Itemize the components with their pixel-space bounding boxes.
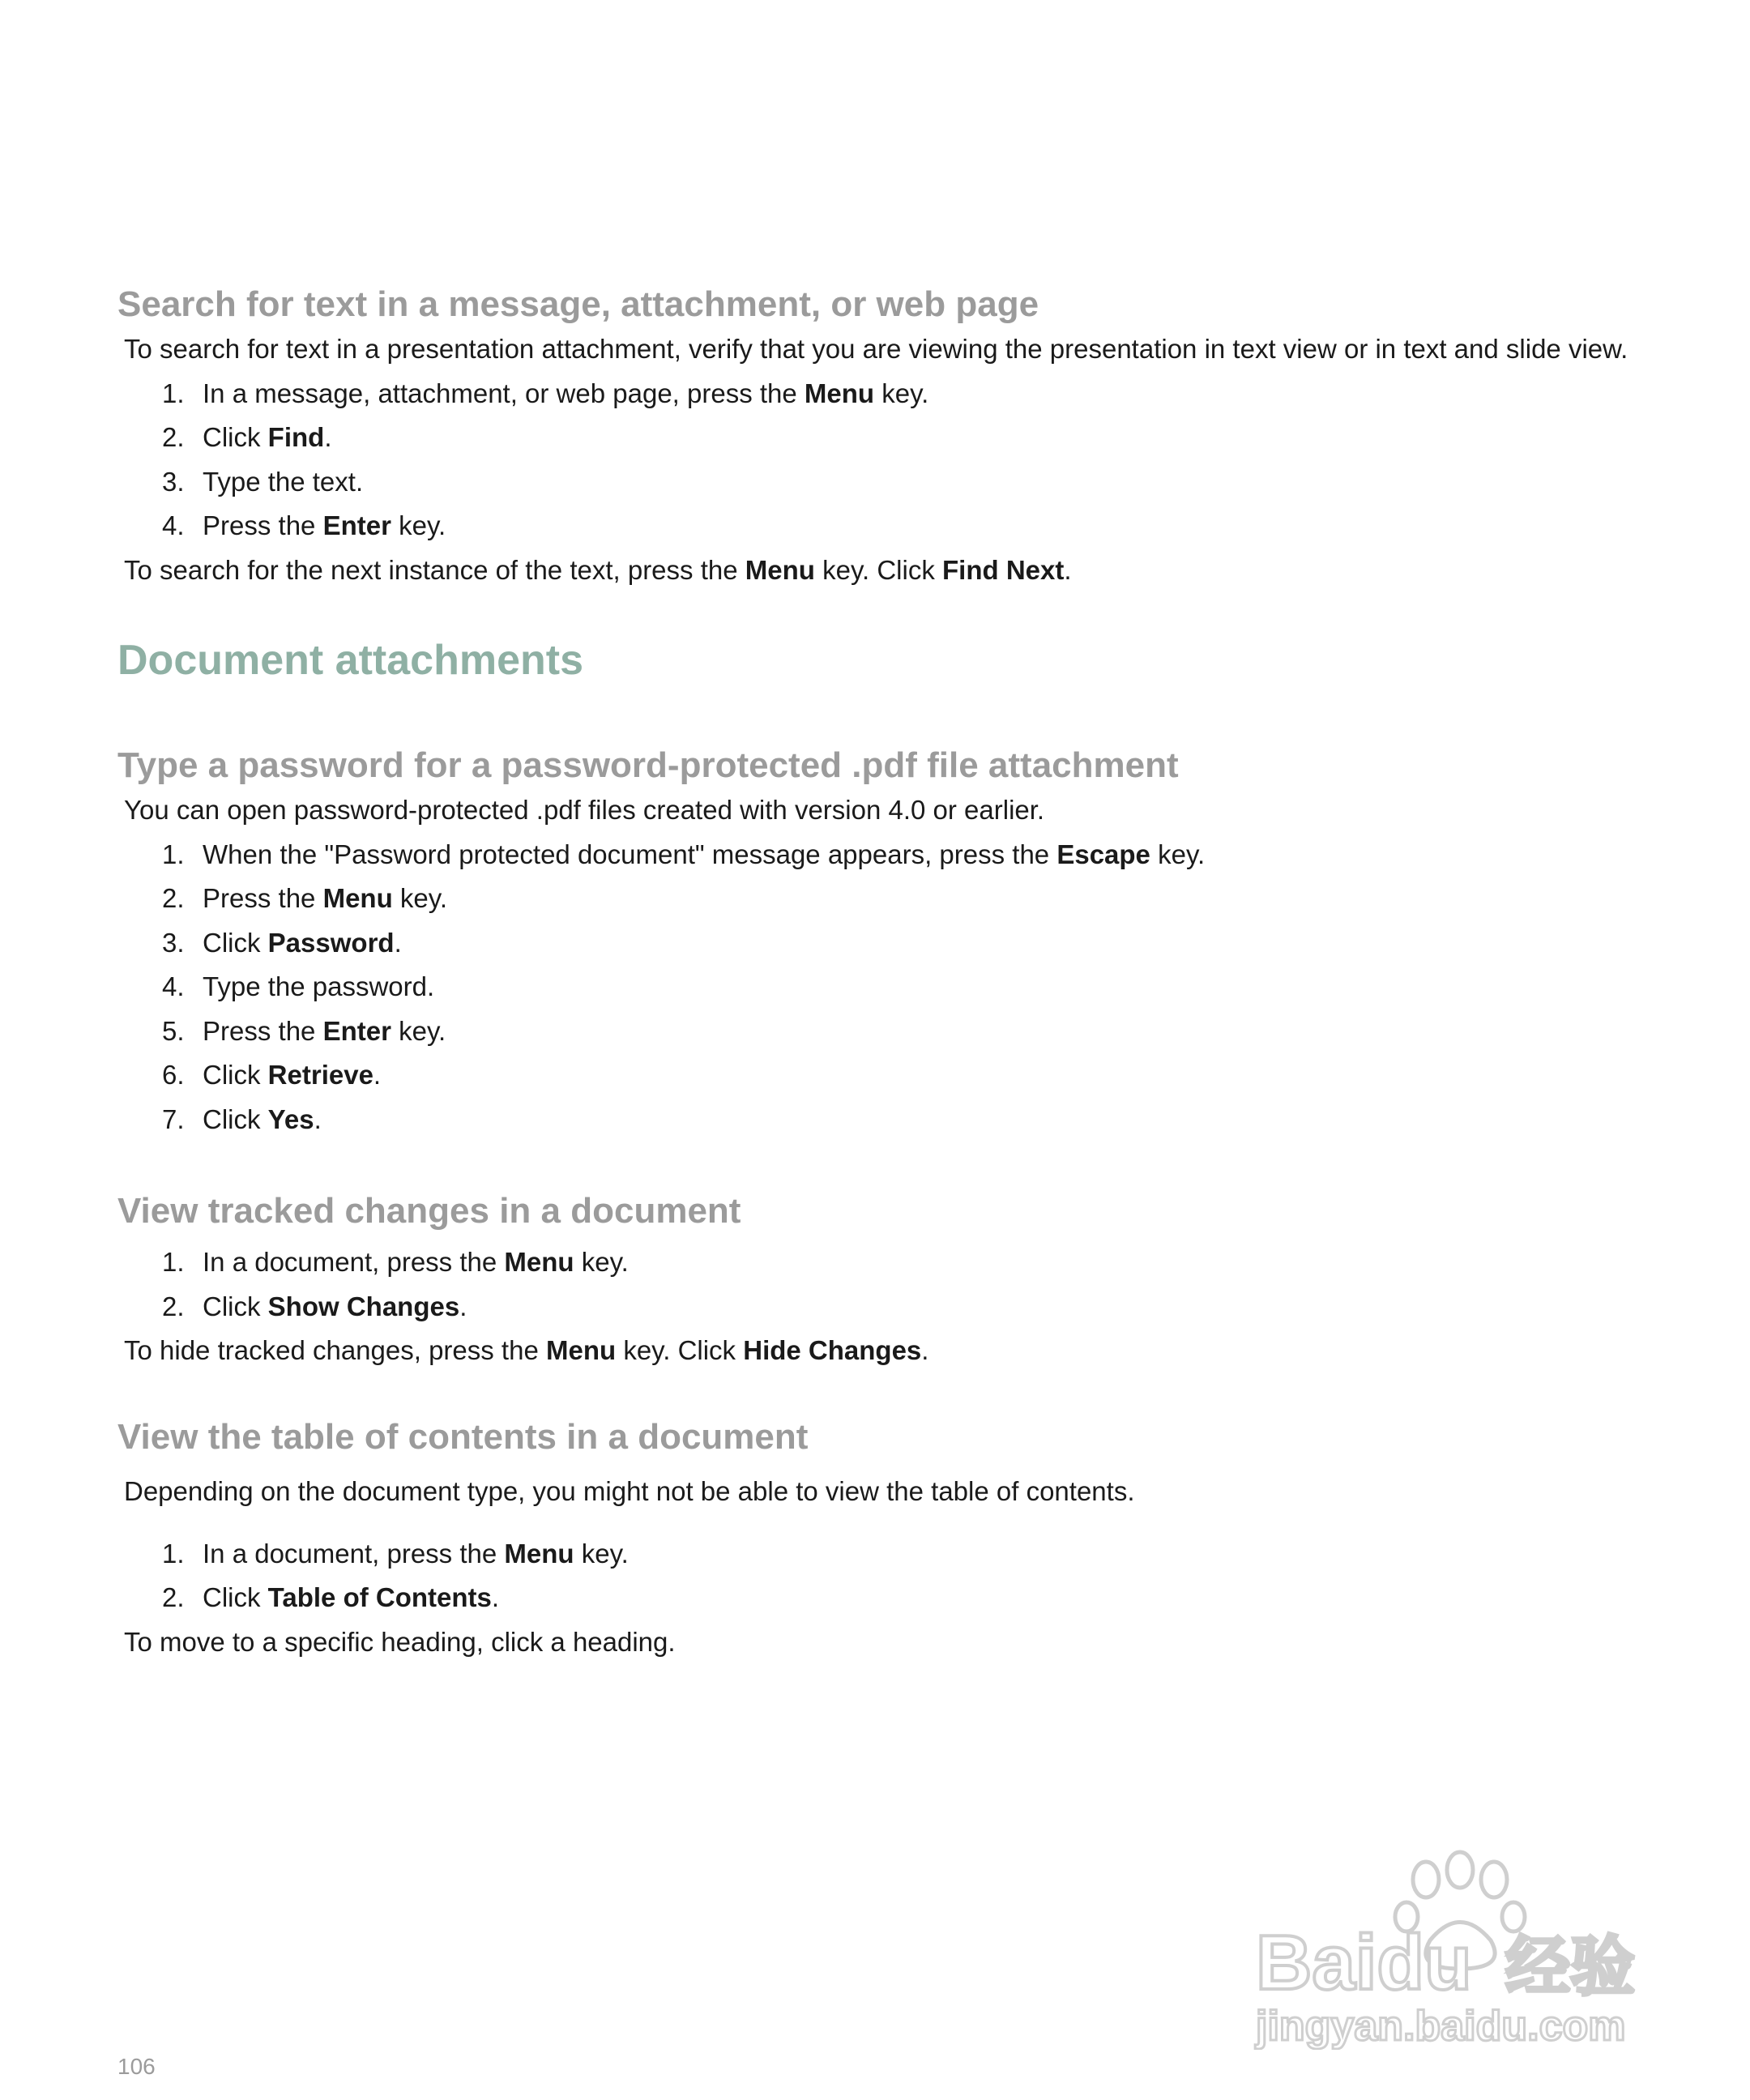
after-paragraph [117, 548, 1657, 593]
step-text-end: key. [1150, 839, 1206, 869]
step-bold: Menu [504, 1247, 574, 1277]
after-text-mid: key. Click [814, 554, 943, 585]
after-paragraph [117, 1329, 1657, 1373]
step-text: Click [203, 422, 268, 452]
list-item [117, 372, 1657, 416]
step-number: 1. [162, 1247, 185, 1277]
after-text-mid: key. Click [616, 1335, 744, 1365]
list-item [117, 416, 1657, 460]
chapter-block [117, 634, 1657, 686]
step-text-end: . [373, 1060, 382, 1090]
step-number: 6. [162, 1060, 185, 1090]
step-text: When the "Password protected document" message appears, press the [203, 839, 1057, 869]
step-text: Press the [203, 883, 323, 913]
step-text-end: . [314, 1103, 322, 1134]
steps-list [117, 1532, 1657, 1620]
step-text: Press the [203, 510, 323, 540]
section-search [117, 282, 1657, 592]
step-text: Click [203, 1291, 268, 1321]
list-item [117, 1053, 1657, 1098]
steps-list [117, 833, 1657, 1142]
list-item [117, 504, 1657, 548]
intro-paragraph: You can open password-protected .pdf files created with version 4.0 or earlier. [124, 795, 1045, 825]
watermark-suffix: 经验 [1505, 1929, 1635, 2004]
list-item [117, 1009, 1657, 1054]
intro-paragraph: Depending on the document type, you might not be able to view the table of contents. [124, 1476, 1135, 1506]
after-text: To search for the next instance of the text, press the [124, 554, 745, 585]
step-number: 1. [162, 1538, 185, 1569]
watermark-url: jingyan.baidu.com [1256, 2003, 1626, 2050]
step-number: 2. [162, 883, 185, 913]
list-item [117, 1240, 1657, 1285]
step-text-end: key. [391, 510, 446, 540]
section-heading: View the table of contents in a document [117, 1417, 809, 1457]
step-number: 2. [162, 1291, 185, 1321]
step-text-end: . [394, 927, 402, 958]
step-text: In a message, attachment, or web page, press the [203, 378, 805, 408]
step-number: 2. [162, 422, 185, 452]
list-item [117, 965, 1657, 1009]
list-item [117, 833, 1657, 877]
step-text: Type the text. [203, 466, 364, 497]
step-bold: Enter [322, 510, 391, 540]
steps-list [117, 372, 1657, 548]
step-bold: Show Changes [267, 1291, 460, 1321]
step-text: Press the [203, 1015, 323, 1046]
step-text: Click [203, 927, 268, 958]
step-number: 2. [162, 1582, 185, 1612]
list-item [117, 460, 1657, 505]
section-heading: View tracked changes in a document [117, 1191, 741, 1231]
baidu-watermark [1248, 1847, 1669, 2050]
watermark-brand: Baidu [1256, 1919, 1472, 2006]
step-text-end: key. [391, 1015, 446, 1046]
step-number: 4. [162, 971, 185, 1001]
section-tracked-changes [117, 1189, 1657, 1373]
after-bold-1: Menu [745, 554, 815, 585]
list-item [117, 1098, 1657, 1142]
step-text-end: key. [574, 1538, 629, 1569]
step-bold: Enter [322, 1015, 391, 1046]
step-text: Type the password. [203, 971, 435, 1001]
step-bold: Password [267, 927, 395, 958]
step-number: 3. [162, 927, 185, 958]
step-text-end: key. [574, 1247, 629, 1277]
step-bold: Menu [322, 883, 393, 913]
step-number: 3. [162, 466, 185, 497]
step-text-end: . [459, 1291, 467, 1321]
intro-paragraph: To search for text in a presentation attachment, verify that you are viewing the presentation in text view or in text and slide view. [124, 334, 1628, 364]
step-text-end: . [491, 1582, 500, 1612]
after-text-end: . [921, 1335, 929, 1365]
step-text: Click [203, 1582, 268, 1612]
list-item [117, 877, 1657, 921]
section-heading: Type a password for a password-protected .pdf file attachment [117, 745, 1179, 785]
step-bold: Retrieve [267, 1060, 373, 1090]
step-text-end: key. [392, 883, 447, 913]
after-bold-2: Find Next [942, 554, 1065, 585]
step-bold: Escape [1056, 839, 1150, 869]
step-text: In a document, press the [203, 1538, 505, 1569]
step-number: 1. [162, 839, 185, 869]
step-number: 7. [162, 1103, 185, 1134]
steps-list [117, 1240, 1657, 1329]
list-item [117, 921, 1657, 966]
step-text: Click [203, 1103, 268, 1134]
step-number: 5. [162, 1015, 185, 1046]
chapter-title: Document attachments [117, 637, 583, 684]
page-number: 106 [117, 2054, 156, 2079]
after-paragraph: To move to a specific heading, click a heading. [124, 1626, 676, 1657]
after-text: To hide tracked changes, press the [124, 1335, 546, 1365]
step-number: 4. [162, 510, 185, 540]
list-item [117, 1532, 1657, 1577]
after-bold-2: Hide Changes [743, 1335, 922, 1365]
step-text-end: . [324, 422, 332, 452]
section-password [117, 743, 1657, 1142]
step-bold: Menu [504, 1538, 574, 1569]
step-text-end: key. [874, 378, 929, 408]
list-item [117, 1576, 1657, 1620]
step-text: Click [203, 1060, 268, 1090]
step-text: In a document, press the [203, 1247, 505, 1277]
step-bold: Yes [267, 1103, 314, 1134]
step-bold: Menu [804, 378, 875, 408]
after-text-end: . [1064, 554, 1072, 585]
list-item [117, 1285, 1657, 1330]
step-bold: Find [267, 422, 325, 452]
section-heading: Search for text in a message, attachment, or web page [117, 284, 1039, 324]
step-bold: Table of Contents [267, 1582, 492, 1612]
baidu-paw-icon [1248, 1847, 1669, 2050]
after-bold-1: Menu [545, 1335, 617, 1365]
section-table-of-contents [117, 1415, 1657, 1664]
step-number: 1. [162, 378, 185, 408]
